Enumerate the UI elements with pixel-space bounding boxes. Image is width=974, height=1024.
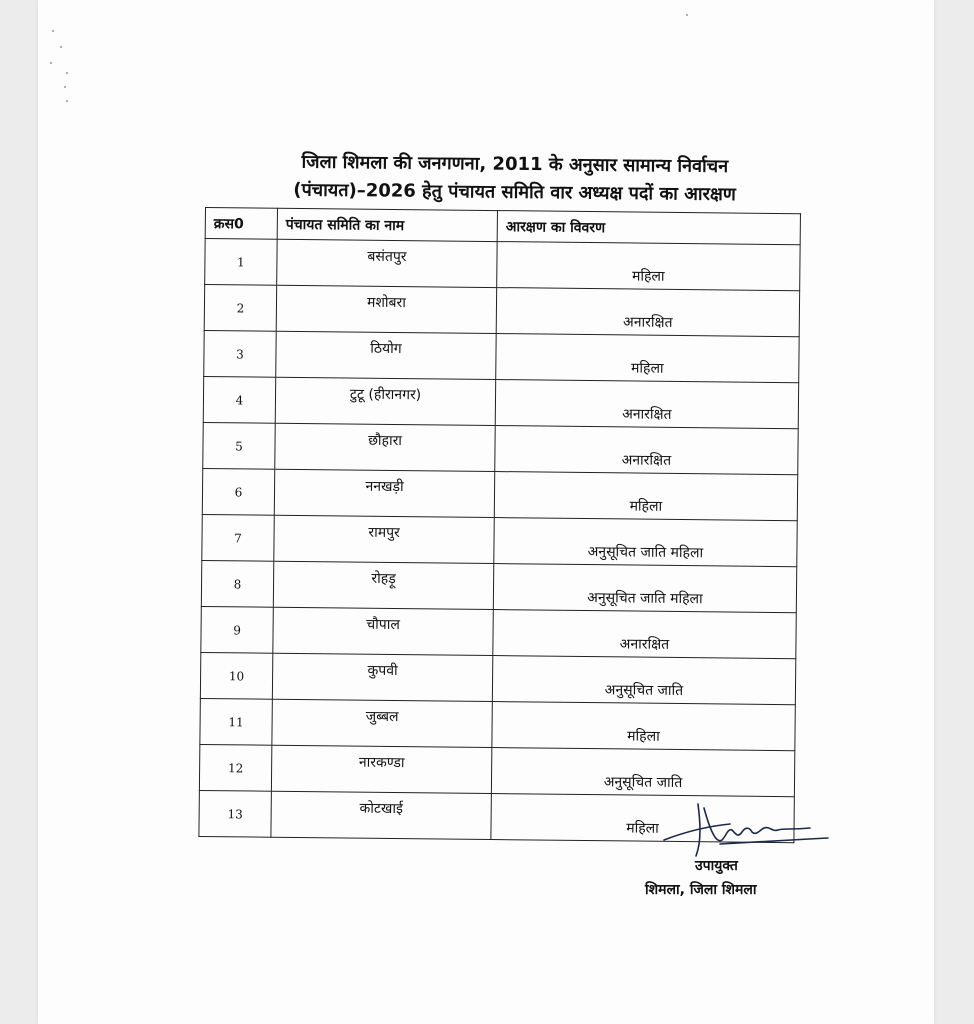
document-title xyxy=(244,148,785,210)
row-serial: 13 xyxy=(199,790,271,837)
table-row xyxy=(203,376,798,428)
scan-speck xyxy=(686,14,688,16)
signatory-designation: उपायुक्त xyxy=(695,858,738,874)
row-name: चौपाल xyxy=(273,607,493,655)
title-line-2: (पंचायत)–2026 हेतु पंचायत समिति वार अध्यक्ष पदों का आरक्षण xyxy=(293,179,736,206)
row-reservation: महिला xyxy=(497,242,800,291)
signature-graphic xyxy=(660,800,830,860)
row-reservation: अनारक्षित xyxy=(495,380,798,429)
row-reservation: अनारक्षित xyxy=(495,426,798,475)
row-reservation: महिला xyxy=(492,702,795,751)
row-name: बसंतपुर xyxy=(277,239,497,287)
signatory-office: शिमला, जिला शिमला xyxy=(645,882,757,898)
row-serial: 6 xyxy=(202,468,274,515)
table-row xyxy=(205,239,800,291)
table-row xyxy=(203,422,798,474)
scan-speck xyxy=(66,100,68,102)
row-reservation: महिला xyxy=(496,334,799,383)
row-name: ननखड़ी xyxy=(274,469,494,517)
row-reservation: अनुसूचित जाति महिला xyxy=(494,518,797,567)
row-reservation: अनारक्षित xyxy=(496,288,799,337)
table-row xyxy=(202,468,797,520)
row-name: जुब्बल xyxy=(272,699,492,747)
row-name: ठियोग xyxy=(276,331,496,379)
scan-speck xyxy=(64,86,66,88)
table-row xyxy=(201,560,796,612)
row-serial: 8 xyxy=(201,560,273,607)
table-row xyxy=(200,652,795,704)
signature-stroke xyxy=(664,804,828,856)
row-reservation: महिला xyxy=(491,794,794,843)
row-serial: 3 xyxy=(204,330,276,377)
row-reservation: अनुसूचित जाति महिला xyxy=(493,564,796,613)
table-row xyxy=(202,514,797,566)
header-serial: क्रस0 xyxy=(205,208,277,240)
table-row xyxy=(201,606,796,658)
row-reservation: अनारक्षित xyxy=(493,610,796,659)
row-name: रोहड़ू xyxy=(273,561,493,609)
row-name: छौहारा xyxy=(275,423,495,471)
reservation-table xyxy=(198,207,801,843)
scan-speck xyxy=(60,46,62,48)
table-row xyxy=(204,285,799,337)
row-serial: 10 xyxy=(200,652,272,699)
header-reservation: आरक्षण का विवरण xyxy=(497,211,800,245)
row-serial: 1 xyxy=(205,239,277,286)
row-name: नारकण्डा xyxy=(271,745,491,793)
row-serial: 2 xyxy=(204,285,276,332)
title-line-1: जिला शिमला की जनगणना, 2011 के अनुसार सामान्य निर्वाचन xyxy=(301,151,729,178)
row-serial: 4 xyxy=(203,376,275,423)
reservation-table-wrapper xyxy=(198,207,800,843)
row-name: टुटू (हीरानगर) xyxy=(275,377,495,425)
row-serial: 9 xyxy=(201,606,273,653)
row-serial: 12 xyxy=(199,744,271,791)
row-name: कोटखाई xyxy=(271,791,491,839)
table-row xyxy=(200,698,795,750)
scan-speck xyxy=(50,62,52,64)
row-serial: 11 xyxy=(200,698,272,745)
row-serial: 5 xyxy=(203,422,275,469)
row-name: कुपवी xyxy=(272,653,492,701)
row-name: मशोबरा xyxy=(276,285,496,333)
scan-speck xyxy=(66,72,68,74)
table-row xyxy=(199,744,794,796)
row-reservation: महिला xyxy=(494,472,797,521)
row-reservation: अनुसूचित जाति xyxy=(491,748,794,797)
row-name: रामपुर xyxy=(274,515,494,563)
row-serial: 7 xyxy=(202,514,274,561)
scan-speck xyxy=(52,30,54,32)
header-name: पंचायत समिति का नाम xyxy=(277,208,497,241)
row-reservation: अनुसूचित जाति xyxy=(492,656,795,705)
table-row xyxy=(204,330,799,382)
